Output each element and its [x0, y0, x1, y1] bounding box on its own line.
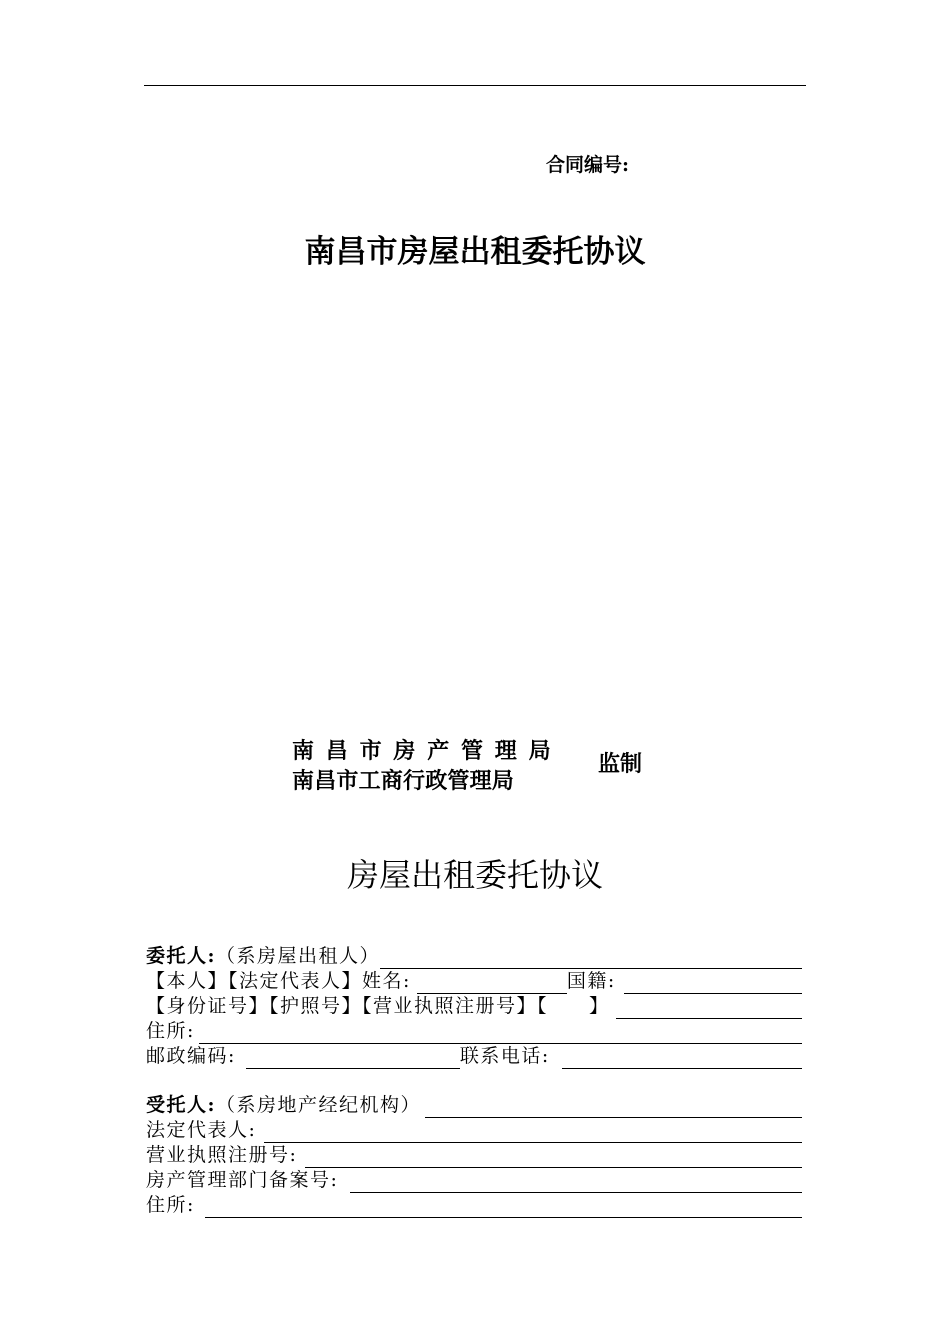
- nationality-field[interactable]: [624, 973, 802, 994]
- agent-license-field[interactable]: [305, 1147, 802, 1168]
- principal-address-field[interactable]: [199, 1023, 802, 1044]
- principal-label: 委托人:: [146, 945, 217, 967]
- agent-legal-rep-field[interactable]: [264, 1122, 802, 1143]
- principal-row: [146, 944, 802, 969]
- agent-address-row: [146, 1193, 802, 1218]
- agent-record-label: 房产管理部门备案号:: [146, 1169, 339, 1191]
- agent-address-label: 住所:: [146, 1194, 195, 1216]
- postcode-field[interactable]: [246, 1048, 460, 1069]
- agent-license-label: 营业执照注册号:: [146, 1144, 298, 1166]
- id-type-label: 【身份证号】【护照号】【营业执照注册号】【 】: [146, 995, 610, 1017]
- principal-address-label: 住所:: [146, 1020, 195, 1042]
- phone-field[interactable]: [562, 1048, 802, 1069]
- principal-role-note: （系房屋出租人）: [216, 945, 381, 967]
- agent-label: 受托人:: [146, 1094, 217, 1116]
- principal-name-blank[interactable]: [380, 948, 802, 969]
- agent-legal-rep-row: [146, 1118, 802, 1143]
- party-info-form: [146, 944, 802, 1218]
- id-number-field[interactable]: [616, 998, 802, 1019]
- principal-name-label: 【本人】【法定代表人】姓名:: [146, 970, 411, 992]
- agent-name-field[interactable]: [425, 1097, 802, 1118]
- supervise-label: 监制: [598, 751, 643, 777]
- principal-name-row: [146, 969, 802, 994]
- supervisor-commerce-bureau: 南昌市工商行政管理局: [292, 768, 515, 794]
- principal-name-field[interactable]: [417, 973, 567, 994]
- principal-contact-row: [146, 1044, 802, 1069]
- agent-role-note: （系房地产经纪机构）: [216, 1094, 422, 1116]
- agent-license-row: [146, 1143, 802, 1168]
- agent-row: [146, 1093, 802, 1118]
- agreement-subtitle: 房屋出租委托协议: [346, 856, 603, 894]
- agent-legal-rep-label: 法定代表人:: [146, 1119, 257, 1141]
- phone-label: 联系电话:: [459, 1045, 550, 1067]
- header-rule: [144, 85, 806, 86]
- agent-record-field[interactable]: [350, 1172, 802, 1193]
- postcode-label: 邮政编码:: [146, 1045, 236, 1067]
- nationality-label: 国籍:: [566, 970, 616, 992]
- agent-record-row: [146, 1168, 802, 1193]
- principal-id-row: [146, 994, 802, 1019]
- agent-address-field[interactable]: [205, 1197, 802, 1218]
- principal-address-row: [146, 1019, 802, 1044]
- supervisor-housing-bureau: 南昌市房产管理局: [292, 738, 563, 764]
- document-title: 南昌市房屋出租委托协议: [304, 234, 646, 270]
- contract-number-label: 合同编号:: [546, 154, 630, 176]
